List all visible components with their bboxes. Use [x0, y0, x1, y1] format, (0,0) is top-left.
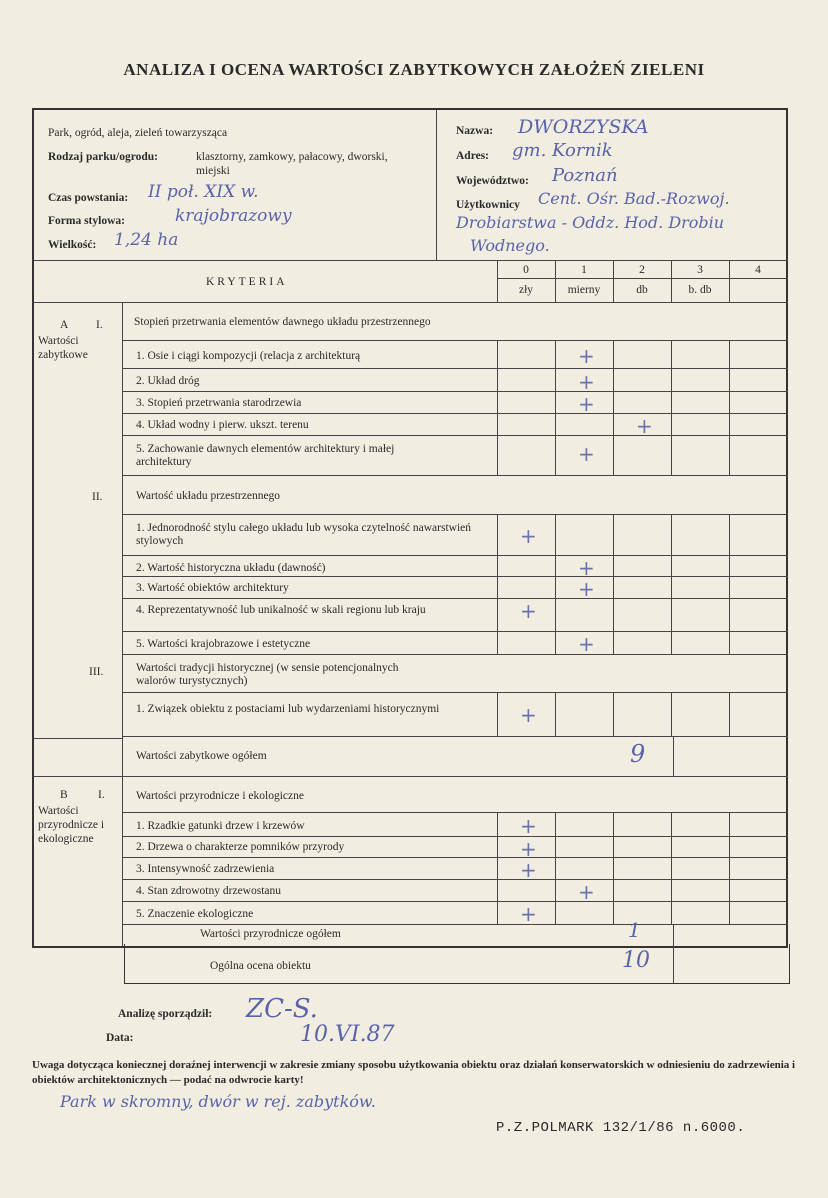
section-a-iii-num: III.: [89, 666, 104, 678]
criterion-a-i-4: 4. Układ wodny i pierw. ukszt. terenu: [136, 419, 309, 431]
park-types-label: Park, ogród, aleja, zieleń towarzysząca: [48, 127, 228, 139]
rating-db: db: [636, 284, 648, 296]
grid-line: [122, 631, 788, 632]
criterion-a-ii-3: 3. Wartość obiektów architektury: [136, 582, 289, 594]
b-total-value: 1: [628, 918, 641, 942]
criterion-a-ii-4: 4. Reprezentatywność lub unikalność w skali regionu lub kraju: [136, 604, 426, 616]
section-a-bottom: [33, 738, 122, 739]
score-1: 1: [581, 264, 587, 276]
section-a-i-title: Stopień przetrwania elementów dawnego układu przestrzennego: [134, 316, 431, 328]
forma-label: Forma stylowa:: [48, 215, 125, 227]
rating-mierny: mierny: [567, 284, 601, 296]
criterion-b-i-4: 4. Stan zdrowotny drzewostanu: [136, 885, 281, 897]
rating-zly: zły: [518, 284, 534, 296]
grid-line: [555, 514, 556, 654]
data-label: Data:: [106, 1032, 134, 1044]
grid-line: [729, 692, 730, 736]
grid-line: [122, 340, 788, 341]
analize-value: ZC-S.: [246, 994, 318, 1024]
score-3: 3: [697, 264, 703, 276]
score-mark-a_ii-4: +: [520, 599, 537, 623]
grid-line: [122, 924, 788, 925]
overall-divider: [673, 944, 674, 984]
grid-line: [122, 576, 788, 577]
grid-line: [122, 901, 788, 902]
wielkosc-label: Wielkość:: [48, 239, 97, 251]
criterion-a-ii-1: 1. Jednorodność stylu całego układu lub wysoka czytelność nawarstwień stylowych: [136, 522, 472, 547]
grid-line: [671, 812, 672, 924]
score-0: 0: [523, 264, 529, 276]
grid-line: [33, 776, 788, 777]
criterion-b-i-2: 2. Drzewa o charakterze pomników przyrody: [136, 841, 345, 853]
section-a-ii-num: II.: [92, 491, 103, 503]
adres-label: Adres:: [456, 150, 490, 162]
score-mark-a_i-2: +: [578, 370, 595, 394]
grid-line: [497, 514, 498, 654]
score-mark-a_i-4: +: [636, 414, 653, 438]
section-a-iii-title: Wartości tradycji historycznej (w sensie potencjonalnych walorów turystycznych): [136, 662, 399, 687]
grid-line: [122, 654, 788, 655]
rodzaj-values-2: miejski: [196, 165, 230, 177]
grid-line: [122, 836, 788, 837]
grid-line: [671, 514, 672, 654]
print-code: P.Z.POLMARK 132/1/86 n.6000.: [496, 1120, 746, 1136]
score-mark-b_i-2: +: [520, 837, 537, 861]
overall-label: Ogólna ocena obiektu: [210, 960, 311, 972]
uzytkownicy-value-2: Drobiarstwa - Oddz. Hod. Drobiu: [456, 213, 725, 232]
page-title: ANALIZA I OCENA WARTOŚCI ZABYTKOWYCH ZAŁOŻEŃ ZIELENI: [123, 60, 705, 79]
forma-value: krajobrazowy: [175, 206, 292, 226]
grid-line: [122, 413, 788, 414]
section-a-ii-title: Wartość układu przestrzennego: [136, 490, 281, 502]
kryteria-label: KRYTERIA: [206, 276, 288, 288]
grid-line: [122, 857, 788, 858]
grid-line: [613, 514, 614, 654]
rating-bdb: b. db: [688, 284, 712, 296]
czas-label: Czas powstania:: [48, 192, 129, 204]
score-mark-a_iii-1: +: [520, 703, 537, 727]
nazwa-value: DWORZYSKA: [518, 116, 649, 138]
grid-line: [613, 812, 614, 924]
grid-line: [122, 692, 788, 693]
grid-line: [497, 692, 498, 736]
score-row-line: [497, 278, 788, 279]
score-4: 4: [755, 264, 761, 276]
score-mark-a_ii-2: +: [578, 556, 595, 580]
handwritten-note: Park w skromny, dwór w rej. zabytków.: [60, 1092, 376, 1111]
grid-line: [122, 812, 788, 813]
criterion-a-ii-2: 2. Wartość historyczna układu (dawność): [136, 562, 326, 574]
grid-line: [122, 435, 788, 436]
grid-line: [122, 368, 788, 369]
score-2: 2: [639, 264, 645, 276]
wojewodztwo-label: Województwo:: [456, 175, 529, 187]
grid-line: [122, 555, 788, 556]
uzytkownicy-value-3: Wodnego.: [470, 236, 550, 255]
overall-value: 10: [622, 948, 650, 973]
header-bottom-line: [33, 260, 788, 261]
score-mark-a_i-5: +: [578, 442, 595, 466]
a-total-label: Wartości zabytkowe ogółem: [136, 750, 267, 762]
grid-line: [497, 340, 498, 475]
score-mark-b_i-4: +: [578, 880, 595, 904]
grid-line: [729, 514, 730, 654]
grid-line: [122, 879, 788, 880]
criterion-b-i-5: 5. Znaczenie ekologiczne: [136, 908, 254, 920]
grid-line: [555, 692, 556, 736]
score-mark-a_i-1: +: [578, 344, 595, 368]
section-a-name: Wartości zabytkowe: [38, 335, 88, 361]
wielkosc-value: 1,24 ha: [114, 230, 179, 250]
grid-line: [729, 340, 730, 475]
content-left-border: [122, 302, 123, 946]
score-mark-a_ii-1: +: [520, 524, 537, 548]
criterion-a-iii-1: 1. Związek obiektu z postaciami lub wydarzeniami historycznymi: [136, 703, 440, 715]
rodzaj-label: Rodzaj parku/ogrodu:: [48, 151, 159, 163]
criteria-header-bottom: [33, 302, 788, 303]
grid-line: [122, 598, 788, 599]
rodzaj-values: klasztorny, zamkowy, pałacowy, dworski,: [196, 151, 388, 163]
grid-line: [613, 692, 614, 736]
section-b-i-num: I.: [98, 789, 105, 801]
grid-line: [613, 340, 614, 475]
grid-line: [729, 812, 730, 924]
score-mark-b_i-5: +: [520, 902, 537, 926]
grid-line: [671, 340, 672, 475]
score-mark-a_ii-5: +: [578, 632, 595, 656]
grid-line: [122, 475, 788, 476]
nazwa-label: Nazwa:: [456, 125, 494, 137]
criterion-b-i-3: 3. Intensywność zadrzewienia: [136, 863, 275, 875]
criterion-a-i-3: 3. Stopień przetrwania starodrzewia: [136, 397, 302, 409]
czas-value: II poł. XIX w.: [148, 182, 259, 202]
uzytkownicy-value-1: Cent. Ośr. Bad.-Rozwoj.: [538, 189, 730, 208]
criterion-a-i-5: 5. Zachowanie dawnych elementów architektury i małej architektury: [136, 443, 395, 468]
a-total-value: 9: [630, 740, 646, 768]
section-b-letter: B: [60, 789, 68, 801]
grid-line: [122, 514, 788, 515]
criterion-a-i-1: 1. Osie i ciągi kompozycji (relacja z architekturą: [136, 350, 361, 362]
data-value: 10.VI.87: [300, 1022, 395, 1047]
wojewodztwo-value: Poznań: [552, 165, 618, 186]
score-mark-a_ii-3: +: [578, 577, 595, 601]
grid-line: [497, 812, 498, 924]
criterion-b-i-1: 1. Rzadkie gatunki drzew i krzewów: [136, 820, 305, 832]
criterion-a-ii-5: 5. Wartości krajobrazowe i estetyczne: [136, 638, 311, 650]
score-mark-a_i-3: +: [578, 392, 595, 416]
section-a-letter: A: [60, 319, 69, 331]
b-total-label: Wartości przyrodnicze ogółem: [200, 928, 341, 940]
criterion-a-i-2: 2. Układ dróg: [136, 375, 200, 387]
grid-line: [555, 812, 556, 924]
score-mark-b_i-3: +: [520, 858, 537, 882]
grid-line: [671, 692, 672, 736]
score-mark-b_i-1: +: [520, 814, 537, 838]
grid-line: [122, 736, 788, 737]
grid-line: [122, 391, 788, 392]
grid-line: [673, 736, 674, 776]
header-divider: [436, 110, 437, 260]
adres-value: gm. Kornik: [512, 140, 613, 161]
grid-line: [555, 340, 556, 475]
intervention-note: Uwaga dotycząca koniecznej doraźnej interwencji w zakresie zmiany sposobu użytkowania obiektu oraz działań konserwatorskich w odniesieniu do zadrzewienia i obiektów architektonicznych — podać na odwrocie karty!: [32, 1059, 796, 1086]
grid-line: [673, 924, 674, 946]
uzytkownicy-label: Użytkownicy: [456, 199, 520, 211]
section-b-i-title: Wartości przyrodnicze i ekologiczne: [136, 790, 304, 802]
section-a-i-num: I.: [96, 319, 103, 331]
analize-label: Analizę sporządził:: [118, 1008, 213, 1020]
section-b-name: Wartości przyrodnicze i ekologiczne: [38, 805, 105, 845]
